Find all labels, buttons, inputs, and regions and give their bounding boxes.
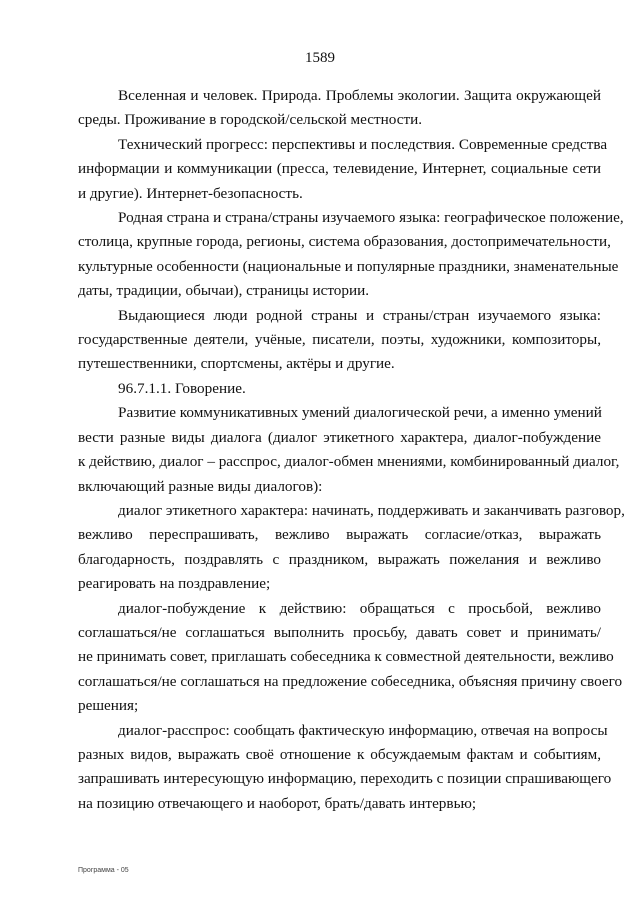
paragraph: [78, 304, 601, 377]
text-line: соглашаться/не соглашаться выполнить просьбу, давать совет и принимать/: [78, 623, 601, 641]
text-line: соглашаться/не соглашаться на предложение собеседника, объясняя причину своего: [78, 672, 623, 690]
text-line: благодарность, поздравлять с праздником, выражать пожелания и вежливо: [78, 550, 601, 568]
text-line: не принимать совет, приглашать собеседника к совместной деятельности, вежливо: [78, 648, 614, 666]
text-line: на позицию отвечающего и наоборот, брать/давать интервью;: [78, 794, 477, 812]
text-line: путешественники, спортсмены, актёры и другие.: [78, 355, 395, 373]
paragraph: [78, 84, 601, 133]
paragraph: [78, 401, 620, 499]
text-line: вести разные виды диалога (диалог этикетного характера, диалог-побуждение: [78, 428, 601, 446]
text-line: к действию, диалог – расспрос, диалог-обмен мнениями, комбинированный диалог,: [78, 453, 620, 471]
text-line: разных видов, выражать своё отношение к обсуждаемым фактам и событиям,: [78, 745, 601, 763]
text-line: диалог этикетного характера: начинать, поддерживать и заканчивать разговор,: [118, 501, 625, 519]
text-line: Родная страна и страна/страны изучаемого языка: географическое положение,: [118, 209, 624, 227]
text-line: включающий разные виды диалогов):: [78, 477, 323, 495]
paragraph: [78, 377, 601, 401]
text-line: Развитие коммуникативных умений диалогической речи, а именно умений: [118, 404, 602, 422]
paragraph: [78, 133, 608, 206]
text-line: вежливо переспрашивать, вежливо выражать согласие/отказ, выражать: [78, 526, 601, 544]
page-footer: Программа - 05: [78, 867, 129, 874]
text-line: Вселенная и человек. Природа. Проблемы экологии. Защита окружающей: [118, 87, 601, 104]
paragraph: [78, 499, 625, 597]
page-number: 1589: [305, 50, 335, 66]
text-line: решения;: [78, 697, 139, 715]
text-line: столица, крупные города, регионы, система образования, достопримечательности,: [78, 233, 611, 251]
paragraph: [78, 597, 623, 719]
text-line: Технический прогресс: перспективы и последствия. Современные средства: [118, 135, 608, 153]
text-line: государственные деятели, учёные, писатели, поэты, художники, композиторы,: [78, 331, 601, 349]
text-line: культурные особенности (национальные и популярные праздники, знаменательные: [78, 257, 619, 275]
text-line: даты, традиции, обычаи), страницы истории.: [78, 282, 370, 300]
text-line: запрашивать интересующую информацию, переходить с позиции спрашивающего: [78, 770, 612, 788]
text-line: 96.7.1.1. Говорение.: [118, 379, 246, 397]
paragraph: [78, 206, 624, 304]
document-body: [78, 84, 625, 816]
text-line: реагировать на поздравление;: [78, 575, 271, 593]
text-line: диалог-побуждение к действию: обращаться с просьбой, вежливо: [118, 599, 601, 617]
text-line: среды. Проживание в городской/сельской местности.: [78, 111, 423, 129]
text-line: Выдающиеся люди родной страны и страны/стран изучаемого языка:: [118, 306, 601, 324]
text-line: диалог-расспрос: сообщать фактическую информацию, отвечая на вопросы: [118, 721, 608, 739]
paragraph: [78, 719, 612, 817]
text-line: и другие). Интернет-безопасность.: [78, 184, 303, 202]
text-line: информации и коммуникации (пресса, телевидение, Интернет, социальные сети: [78, 160, 601, 178]
